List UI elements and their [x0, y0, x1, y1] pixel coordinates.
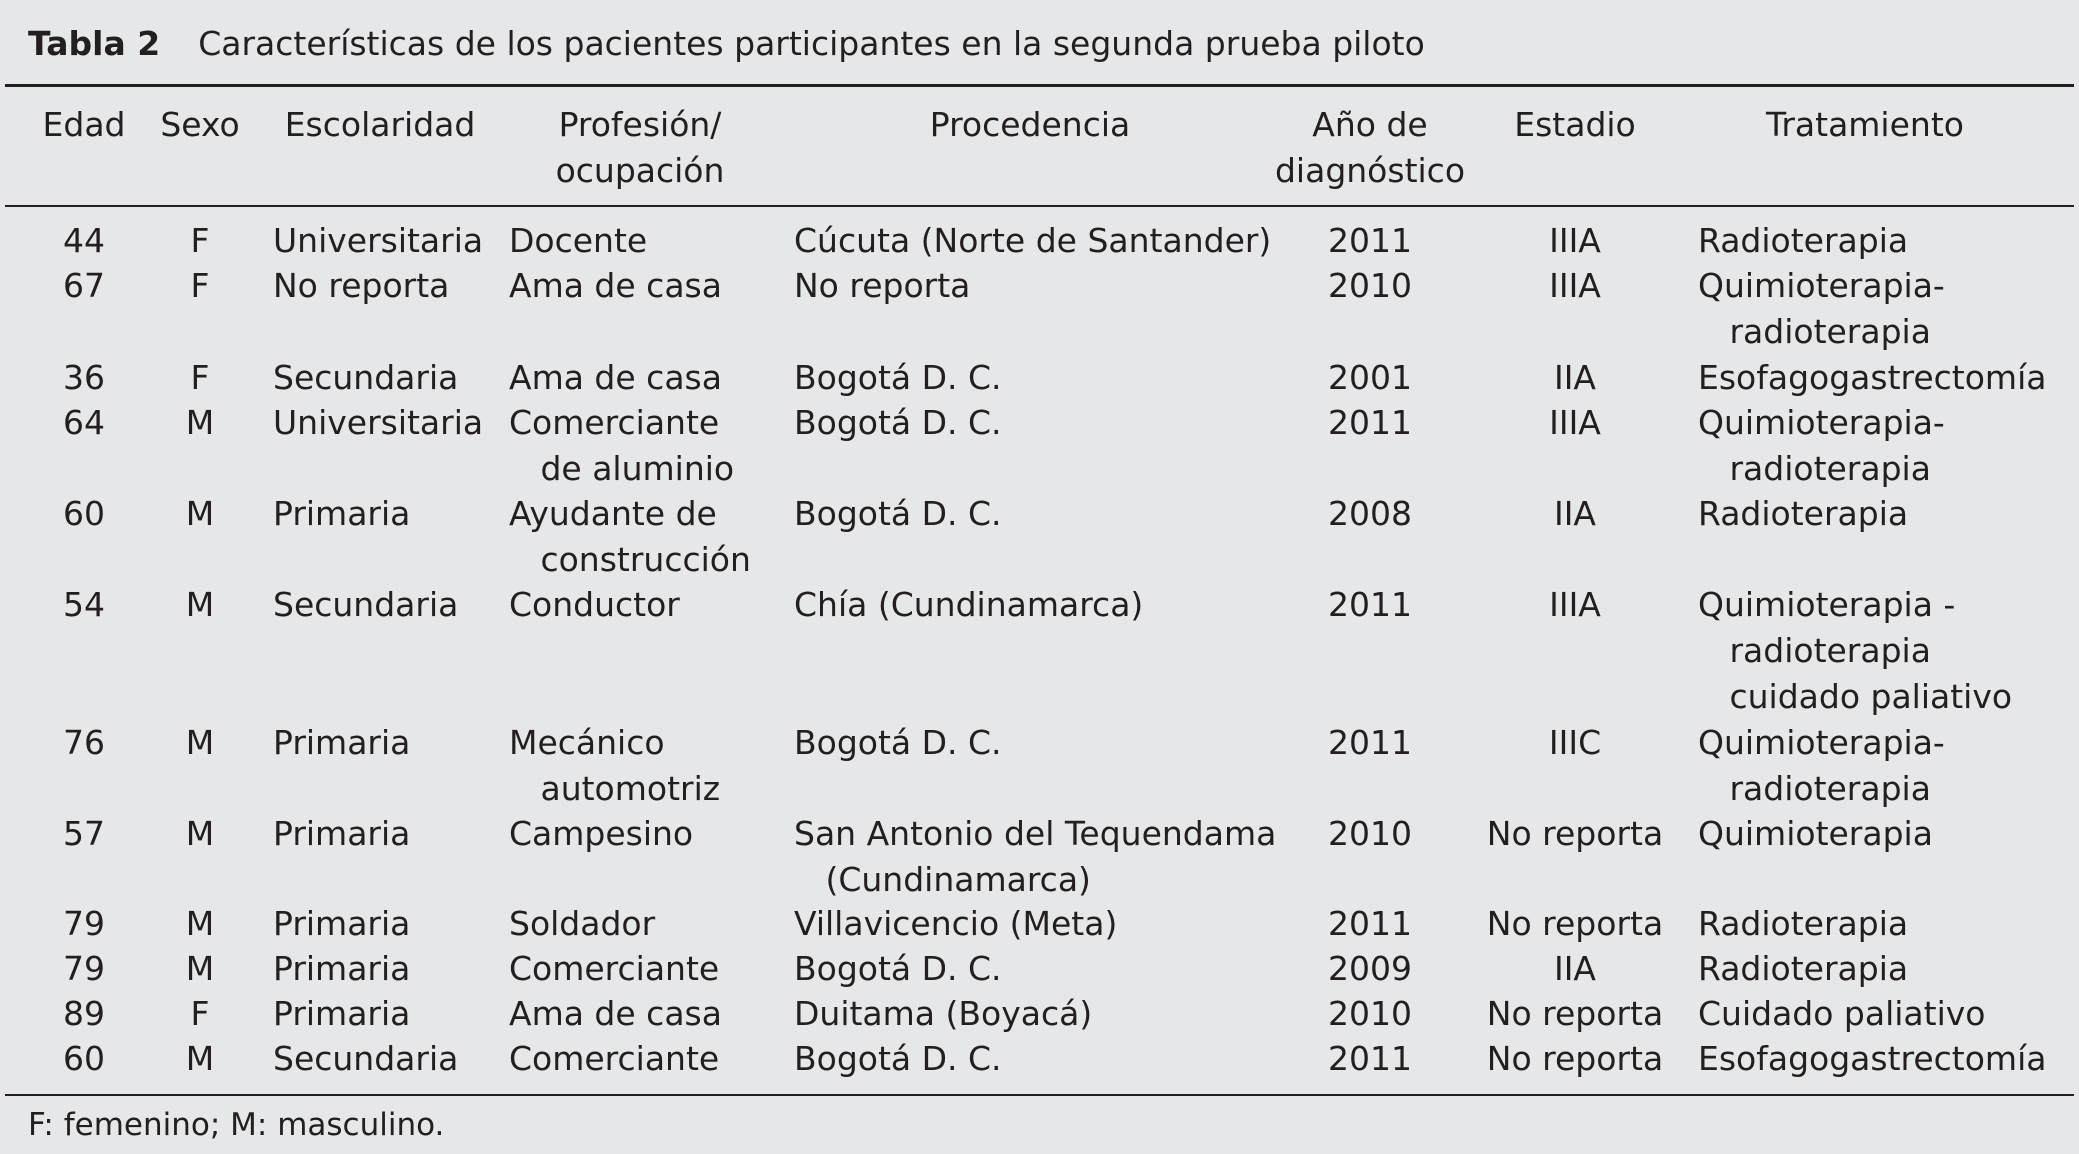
cell-profesion: Ama de casa [509, 994, 722, 1033]
table-footnote: F: femenino; M: masculino. [28, 1107, 445, 1143]
cell-anio: 2010 [1328, 266, 1412, 305]
cell-estadio: IIA [1553, 494, 1597, 533]
cell-anio: 2011 [1328, 1039, 1412, 1078]
cell-estadio: No reporta [1486, 994, 1664, 1033]
cell-sexo: F [190, 358, 210, 397]
bottom-rule [5, 1094, 2074, 1096]
cell-procedencia: No reporta [794, 266, 971, 305]
cell-edad: 89 [63, 994, 105, 1033]
cell-sexo: M [185, 1039, 215, 1078]
cell-anio: 2011 [1328, 403, 1412, 442]
cell-edad: 60 [63, 1039, 105, 1078]
cell-sexo: M [185, 585, 215, 624]
cell-procedencia: Bogotá D. C. [794, 723, 1002, 762]
cell-edad: 76 [63, 723, 105, 762]
cell-sexo: F [190, 266, 210, 305]
cell-estadio: No reporta [1486, 1039, 1664, 1078]
header-tratamiento: Tratamiento [1766, 105, 1964, 144]
cell-escolaridad: Secundaria [273, 1039, 459, 1078]
cell-profesion: Ayudante de construcción [509, 494, 751, 579]
cell-sexo: M [185, 403, 215, 442]
cell-procedencia: Bogotá D. C. [794, 403, 1002, 442]
table-label: Tabla 2 [28, 24, 161, 63]
cell-profesion: Comerciante [509, 1039, 720, 1078]
cell-tratamiento: Quimioterapia- radioterapia [1698, 266, 1945, 351]
cell-sexo: M [185, 494, 215, 533]
cell-tratamiento: Quimioterapia- radioterapia [1698, 403, 1945, 488]
cell-anio: 2011 [1328, 585, 1412, 624]
cell-edad: 64 [63, 403, 105, 442]
cell-procedencia: Villavicencio (Meta) [794, 904, 1118, 943]
cell-escolaridad: Secundaria [273, 585, 459, 624]
cell-profesion: Ama de casa [509, 266, 722, 305]
cell-profesion: Comerciante [509, 949, 720, 988]
cell-tratamiento: Quimioterapia - radioterapia cuidado paliativo [1698, 585, 2013, 716]
cell-tratamiento: Radioterapia [1698, 221, 1909, 260]
cell-escolaridad: Primaria [273, 904, 411, 943]
top-rule [5, 84, 2074, 87]
cell-escolaridad: Secundaria [273, 358, 459, 397]
cell-tratamiento: Esofagogastrectomía [1698, 358, 2047, 397]
cell-edad: 60 [63, 494, 105, 533]
cell-estadio: IIA [1553, 949, 1597, 988]
cell-procedencia: Duitama (Boyacá) [794, 994, 1093, 1033]
cell-sexo: F [190, 221, 210, 260]
cell-escolaridad: Primaria [273, 723, 411, 762]
cell-escolaridad: No reporta [273, 266, 450, 305]
cell-estadio: No reporta [1486, 904, 1664, 943]
cell-tratamiento: Quimioterapia [1698, 814, 1933, 853]
cell-sexo: M [185, 814, 215, 853]
cell-edad: 54 [63, 585, 105, 624]
cell-sexo: M [185, 949, 215, 988]
cell-escolaridad: Primaria [273, 494, 411, 533]
header-sexo: Sexo [160, 105, 240, 144]
cell-edad: 67 [63, 266, 105, 305]
cell-escolaridad: Primaria [273, 814, 411, 853]
cell-anio: 2010 [1328, 814, 1412, 853]
header-rule [5, 205, 2074, 207]
cell-anio: 2001 [1328, 358, 1412, 397]
cell-tratamiento: Cuidado paliativo [1698, 994, 1986, 1033]
cell-procedencia: San Antonio del Tequendama (Cundinamarca) [794, 814, 1277, 899]
cell-procedencia: Bogotá D. C. [794, 949, 1002, 988]
cell-anio: 2011 [1328, 723, 1412, 762]
cell-anio: 2008 [1328, 494, 1412, 533]
cell-profesion: Comerciante de aluminio [509, 403, 735, 488]
cell-edad: 79 [63, 904, 105, 943]
table-title: Características de los pacientes participantes en la segunda prueba piloto [198, 24, 1425, 63]
cell-estadio: IIA [1553, 358, 1597, 397]
cell-estadio: IIIA [1549, 403, 1601, 442]
cell-anio: 2011 [1328, 904, 1412, 943]
cell-sexo: F [190, 994, 210, 1033]
cell-sexo: M [185, 723, 215, 762]
cell-profesion: Campesino [509, 814, 694, 853]
cell-procedencia: Chía (Cundinamarca) [794, 585, 1144, 624]
cell-anio: 2010 [1328, 994, 1412, 1033]
cell-edad: 57 [63, 814, 105, 853]
cell-edad: 79 [63, 949, 105, 988]
cell-tratamiento: Esofagogastrectomía [1698, 1039, 2047, 1078]
cell-estadio: IIIA [1549, 585, 1601, 624]
cell-estadio: IIIA [1549, 221, 1601, 260]
cell-profesion: Conductor [509, 585, 680, 624]
cell-sexo: M [185, 904, 215, 943]
cell-procedencia: Bogotá D. C. [794, 494, 1002, 533]
header-procedencia: Procedencia [929, 105, 1131, 144]
cell-tratamiento: Radioterapia [1698, 949, 1909, 988]
cell-anio: 2011 [1328, 221, 1412, 260]
header-edad: Edad [42, 105, 126, 144]
table-caption [28, 20, 1425, 68]
cell-tratamiento: Quimioterapia- radioterapia [1698, 723, 1945, 808]
cell-profesion: Mecánico automotriz [509, 723, 721, 808]
cell-procedencia: Bogotá D. C. [794, 1039, 1002, 1078]
cell-procedencia: Cúcuta (Norte de Santander) [794, 221, 1272, 260]
cell-profesion: Ama de casa [509, 358, 722, 397]
cell-estadio: IIIA [1549, 266, 1601, 305]
cell-tratamiento: Radioterapia [1698, 904, 1909, 943]
cell-edad: 44 [63, 221, 105, 260]
header-estadio: Estadio [1514, 105, 1636, 144]
cell-profesion: Soldador [509, 904, 656, 943]
cell-escolaridad: Universitaria [273, 221, 484, 260]
cell-estadio: No reporta [1486, 814, 1664, 853]
cell-escolaridad: Primaria [273, 994, 411, 1033]
cell-profesion: Docente [509, 221, 648, 260]
header-anio: Año de diagnóstico [1274, 105, 1466, 190]
cell-edad: 36 [63, 358, 105, 397]
header-escolaridad: Escolaridad [284, 105, 476, 144]
cell-procedencia: Bogotá D. C. [794, 358, 1002, 397]
cell-escolaridad: Universitaria [273, 403, 484, 442]
cell-escolaridad: Primaria [273, 949, 411, 988]
cell-tratamiento: Radioterapia [1698, 494, 1909, 533]
header-profesion: Profesión/ ocupación [555, 105, 725, 190]
cell-estadio: IIIC [1548, 723, 1602, 762]
cell-anio: 2009 [1328, 949, 1412, 988]
